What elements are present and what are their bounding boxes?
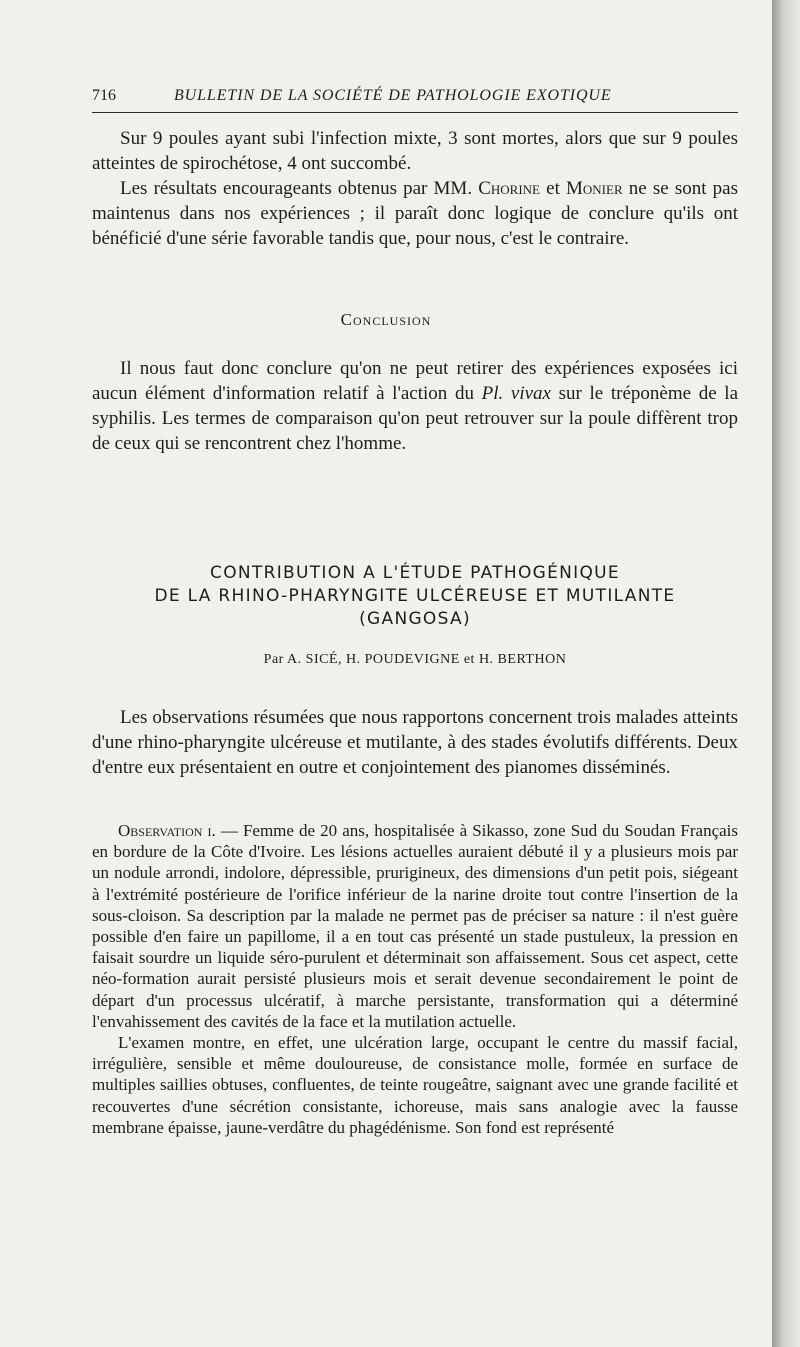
text-run: Les résultats encourageants obtenus par MM. <box>120 178 479 199</box>
text-run: ne se sont pas maintenus dans nos expériences ; il paraît donc logique de conclure qu'ils ont bénéficié d'une série favorable tandis que, pour nous, c'est le contraire. <box>92 178 738 249</box>
paragraph <box>92 176 738 251</box>
observation-text <box>92 820 738 1138</box>
author-name: Chorine <box>478 178 540 199</box>
title-line: (GANGOSA) <box>359 609 471 629</box>
title-line: CONTRIBUTION A L'ÉTUDE PATHOGÉNIQUE <box>210 563 620 583</box>
species-name: Pl. vivax <box>481 383 551 404</box>
observation-label: Observation i. <box>118 821 216 840</box>
author-name: Monier <box>566 178 623 199</box>
intro-text <box>92 705 738 780</box>
text-run: Il nous faut donc conclure qu'on ne peut retirer des expériences exposées ici aucun élément d'information relatif à l'action du <box>92 358 738 404</box>
title-line: DE LA RHINO-PHARYNGITE ULCÉREUSE ET MUTILANTE <box>154 586 676 606</box>
paragraph <box>92 820 738 1032</box>
article-title <box>92 562 738 631</box>
text-run: — Femme de 20 ans, hospitalisée à Sikasso, zone Sud du Soudan Français en bordure de la Côte d'Ivoire. Les lésions actuelles auraient débuté il y a plusieurs mois par un nodule arrondi, indolore, dépressible, prurigineux, des dimensions d'un petit pois, siégeant à l'extrémité postérieure de l'orifice inférieur de la narine droite tout contre l'insertion de la sous-cloison. Sa description par la malade ne permet pas de préciser sa nature : il n'est guère possible d'en faire un papillome, il a en tout cas présenté un stade pustuleux, la pression en faisait sourdre un liquide séro-purulent et déterminait son affaissement. Sous cet aspect, cette néo-formation aurait persisté plusieurs mois et serait devenue secondairement le point de départ d'un processus ulcératif, à marche persistante, transformation qui a déterminé l'envahissement des cavités de la face et la mutilation actuelle. <box>92 821 738 1031</box>
previous-article-text <box>92 126 738 251</box>
paragraph: Sur 9 poules ayant subi l'infection mixte, 3 sont mortes, alors que sur 9 poules atteintes de spirochétose, 4 ont succombé. <box>92 128 738 174</box>
conclusion-text <box>92 356 738 456</box>
page-edge <box>772 0 800 1347</box>
section-heading: Conclusion <box>340 310 432 329</box>
text-run: sur le tréponème de la syphilis. Les termes de comparaison qu'on peut retrouver sur la poule diffèrent trop de ceux qui se rencontrent chez l'homme. <box>92 383 739 454</box>
paragraph: L'examen montre, en effet, une ulcération large, occupant le centre du massif facial, irrégulière, sensible et même douloureuse, de consistance molle, formée en surface de multiples saillies obtuses, confluentes, de teinte rougeâtre, saignant avec une grande facilité et recouvertes d'une sécrétion consistante, ichoreuse, mais sans analogie avec la fausse membrane épaisse, jaune-verdâtre du phagédénisme. Son fond est représenté <box>92 1033 738 1137</box>
page-number: 716 <box>92 87 116 104</box>
header-rule <box>92 112 738 113</box>
journal-title: BULLETIN DE LA SOCIÉTÉ DE PATHOLOGIE EXOTIQUE <box>174 87 612 104</box>
text-run: et <box>540 178 567 199</box>
paragraph: Les observations résumées que nous rapportons concernent trois malades atteints d'une rhino-pharyngite ulcéreuse et mutilante, à des stades évolutifs différents. Deux d'entre eux présentaient en outre et conjointement des pianomes disséminés. <box>92 707 738 778</box>
byline: Par A. SICÉ, H. POUDEVIGNE et H. BERTHON <box>263 652 567 667</box>
paragraph <box>92 356 738 456</box>
